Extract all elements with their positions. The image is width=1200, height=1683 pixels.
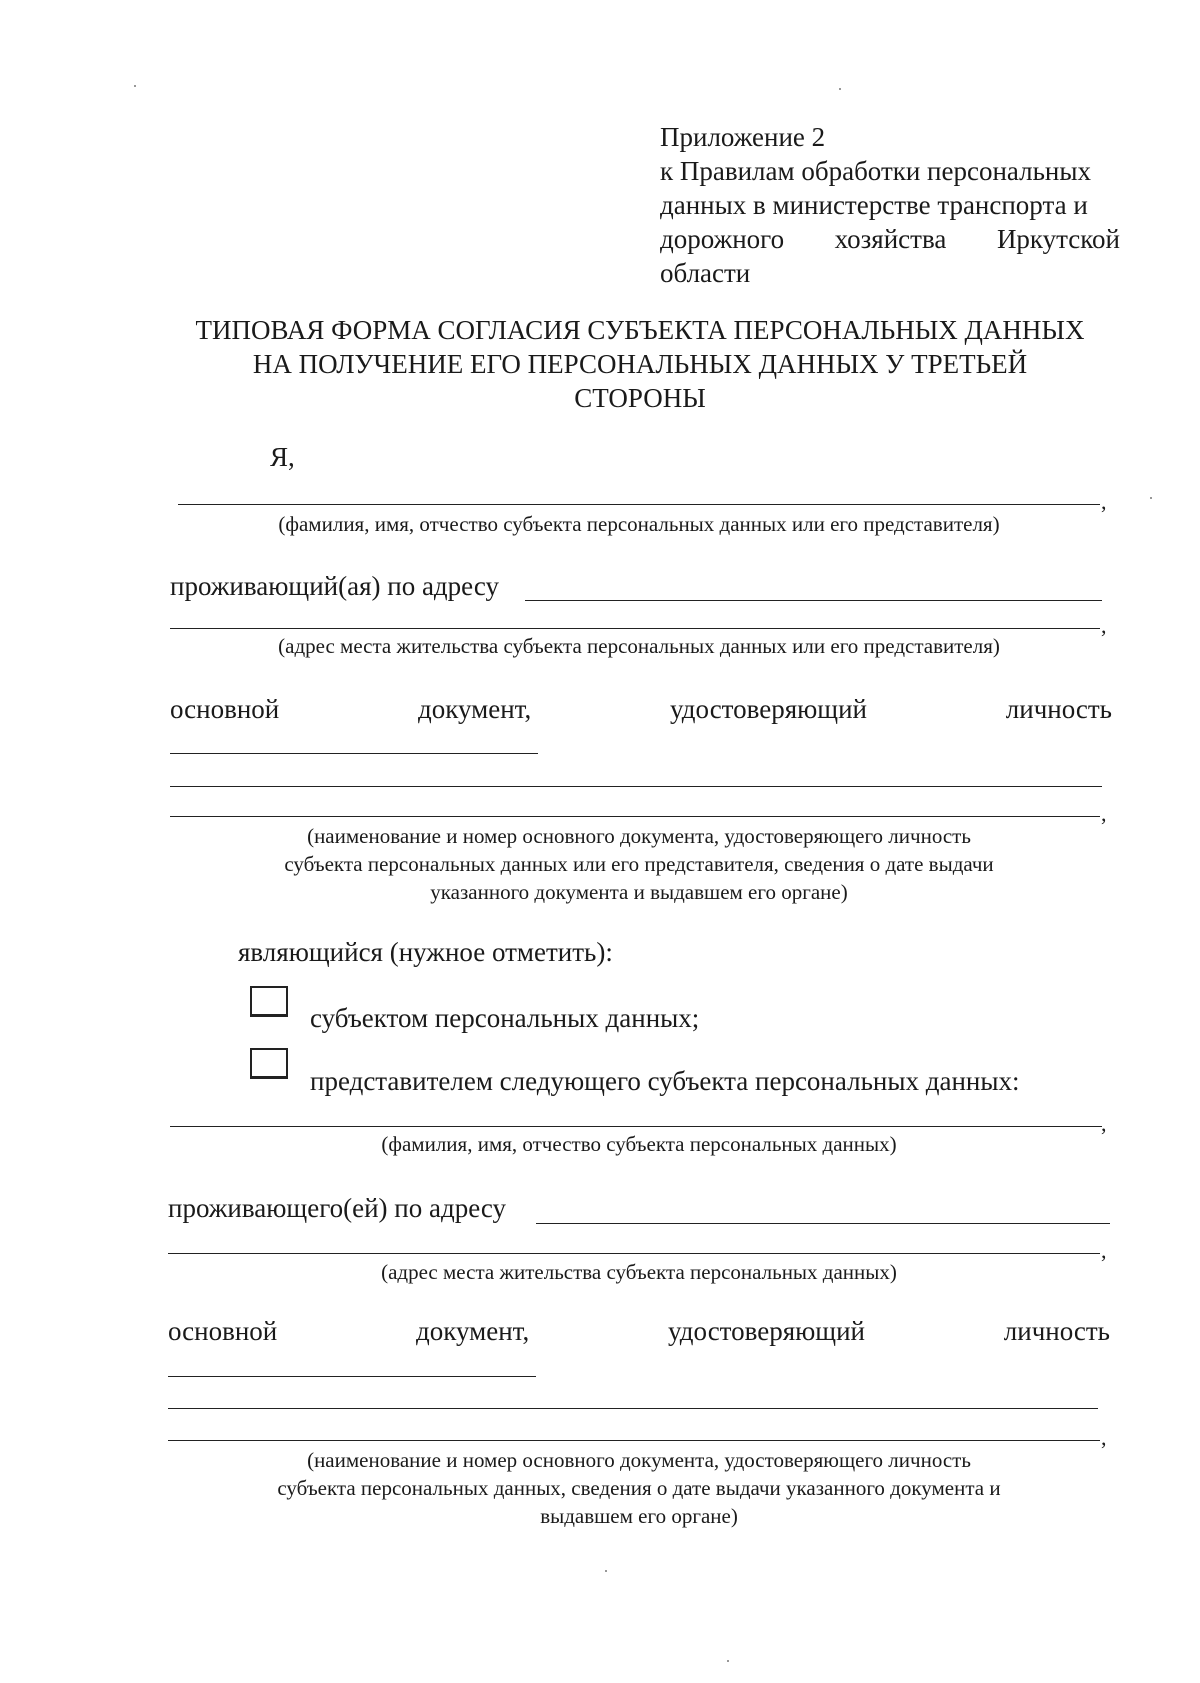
subject-address-input-line[interactable] (536, 1223, 1110, 1224)
comma: , (1101, 1425, 1107, 1450)
comma: , (1101, 613, 1107, 638)
fio-input-line[interactable] (178, 504, 1100, 505)
doc-caption-line: субъекта персональных данных или его представителя, сведения о дате выдачи (284, 852, 994, 876)
subject-address-caption: (адрес места жительства субъекта персональных данных) (381, 1260, 897, 1284)
doc-caption-line: (наименование и номер основного документа, удостоверяющего личность (307, 824, 971, 848)
scan-speck (727, 1660, 729, 1662)
appendix-number: Приложение 2 (660, 122, 826, 152)
address-input-line-2[interactable] (170, 628, 1100, 629)
title-line: ТИПОВАЯ ФОРМА СОГЛАСИЯ СУБЪЕКТА ПЕРСОНАЛЬНЫХ ДАННЫХ (195, 315, 1085, 345)
option-subject-label: субъектом персональных данных; (310, 1003, 700, 1033)
doc-caption-line: указанного документа и выдавшем его органе) (430, 880, 848, 904)
doc-caption-line: субъекта персональных данных, сведения о дате выдачи указанного документа и (277, 1476, 1001, 1500)
comma: , (1101, 1238, 1107, 1263)
subject-checkbox[interactable] (250, 986, 288, 1017)
subject-doc-input-line-3[interactable] (168, 1440, 1100, 1441)
document-title (160, 313, 1120, 415)
doc-word: удостоверяющий (667, 1316, 865, 1346)
title-line: НА ПОЛУЧЕНИЕ ЕГО ПЕРСОНАЛЬНЫХ ДАННЫХ У ТРЕТЬЕЙ (252, 349, 1028, 379)
appendix-line: области (660, 258, 751, 288)
scan-speck (839, 88, 841, 90)
address-input-line[interactable] (525, 600, 1102, 601)
appendix-header (660, 120, 1120, 290)
comma: , (1101, 1111, 1107, 1136)
subject-doc-input-line[interactable] (168, 1376, 536, 1377)
doc-input-line[interactable] (170, 753, 538, 754)
subject-fio-caption: (фамилия, имя, отчество субъекта персональных данных) (381, 1132, 897, 1156)
representative-checkbox[interactable] (250, 1048, 288, 1079)
doc-input-line-2[interactable] (170, 786, 1102, 787)
fio-caption: (фамилия, имя, отчество субъекта персональных данных или его представителя) (278, 512, 1000, 536)
residing-label: проживающий(ая) по адресу (170, 571, 499, 601)
comma: , (1101, 801, 1107, 826)
doc-input-line-3[interactable] (170, 816, 1100, 817)
subject-doc-input-line-2[interactable] (168, 1408, 1098, 1409)
subject-doc-label-row (168, 1316, 1110, 1346)
appendix-word: хозяйства (834, 224, 947, 254)
appendix-word: Иркутской (996, 224, 1120, 254)
doc-caption-line: (наименование и номер основного документа, удостоверяющего личность (307, 1448, 971, 1472)
subject-residing-label: проживающего(ей) по адресу (168, 1193, 506, 1223)
scan-speck (134, 85, 136, 87)
comma: , (1101, 489, 1107, 514)
title-line: СТОРОНЫ (574, 383, 706, 413)
doc-word: документ, (418, 694, 532, 724)
being-label: являющийся (нужное отметить): (238, 937, 613, 967)
i-label: Я, (270, 442, 295, 472)
doc-word: удостоверяющий (669, 694, 867, 724)
address-caption: (адрес места жительства субъекта персональных данных или его представителя) (278, 634, 1000, 658)
subject-address-input-line-2[interactable] (168, 1253, 1100, 1254)
doc-caption (178, 822, 1100, 906)
appendix-line-justified (660, 222, 1120, 256)
scan-speck (605, 1570, 607, 1572)
appendix-line: к Правилам обработки персональных (660, 156, 1092, 186)
doc-word: личность (1005, 694, 1112, 724)
subject-fio-input-line[interactable] (170, 1126, 1102, 1127)
doc-label-row (170, 694, 1112, 724)
appendix-word: дорожного (660, 224, 785, 254)
doc-word: основной (168, 1316, 278, 1346)
option-representative-label: представителем следующего субъекта персональных данных: (310, 1066, 1020, 1096)
subject-doc-caption (178, 1446, 1100, 1530)
doc-word: личность (1003, 1316, 1110, 1346)
doc-word: документ, (416, 1316, 530, 1346)
scan-speck (1150, 497, 1152, 499)
appendix-line: данных в министерстве транспорта и (660, 190, 1088, 220)
doc-caption-line: выдавшем его органе) (540, 1504, 738, 1528)
doc-word: основной (170, 694, 280, 724)
